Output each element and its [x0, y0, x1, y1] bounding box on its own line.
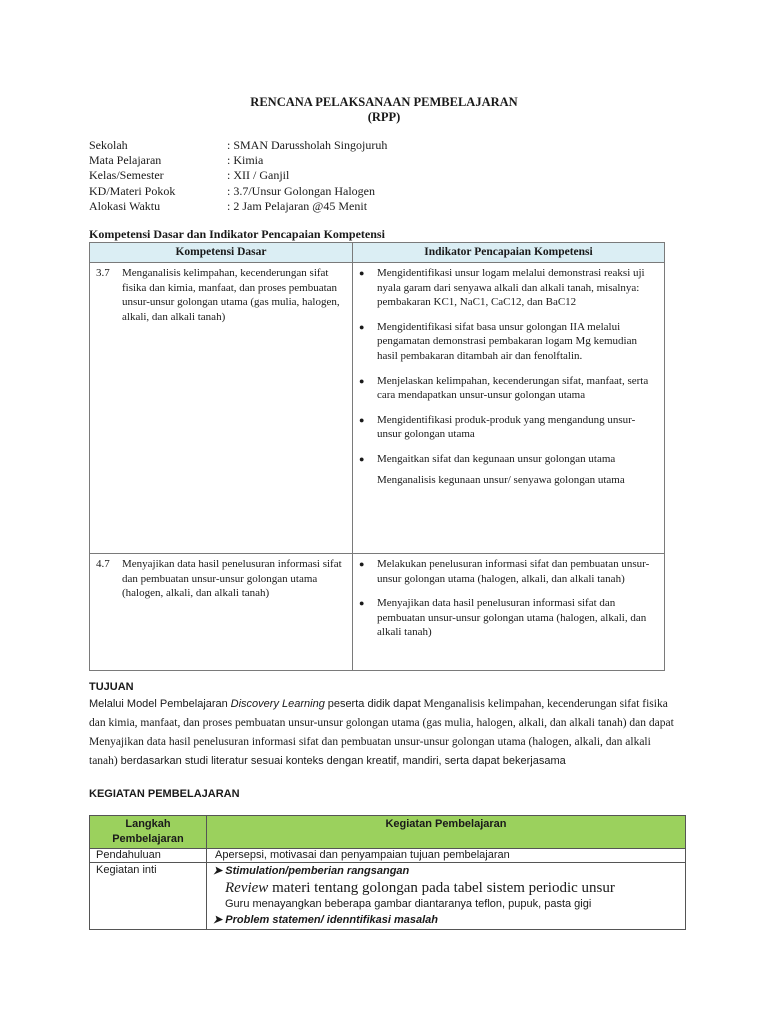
tujuan-paragraph	[89, 695, 677, 771]
kegiatan-heading: KEGIATAN PEMBELAJARAN	[89, 788, 240, 800]
step-cell: Kegiatan inti	[90, 863, 207, 930]
bullet-icon: ●	[359, 559, 365, 569]
indikator-col-header: Indikator Pencapaian Kompetensi	[353, 243, 665, 263]
content-cell: Apersepsi, motivasai dan penyampaian tujuan pembelajaran	[207, 849, 686, 863]
review-text: materi tentang golongan pada tabel sistem periodic unsur	[272, 880, 615, 896]
list-item	[359, 596, 658, 640]
indicator-text: Mengidentifikasi sifat basa unsur golongan IIA melalui pengamatan demonstrasi pembakaran logam Mg kemudian hasil pembakaran ditambah air dan fenolftalin.	[377, 320, 637, 362]
info-value-alokasi: : 2 Jam Pelajaran @45 Menit	[227, 199, 368, 213]
document-subtitle: (RPP)	[367, 110, 401, 124]
list-item	[359, 557, 658, 586]
kd-cell	[90, 263, 353, 554]
langkah-col-header: Langkah Pembelajaran	[90, 816, 207, 849]
info-label-alokasi: Alokasi Waktu	[89, 199, 161, 213]
bullet-icon: ●	[359, 268, 365, 278]
kd-number: 3.7	[96, 267, 110, 279]
document-title: RENCANA PELAKSANAAN PEMBELAJARAN	[250, 95, 518, 109]
arrow-bullet-icon: ➤	[213, 865, 226, 877]
table-row	[90, 263, 665, 554]
bullet-icon: ●	[359, 321, 365, 332]
kd-text: Menyajikan data hasil penelusuran informasi sifat dan pembuatan unsur-unsur golongan utama (halogen, alkali, dan alkali tanah)	[122, 558, 342, 600]
list-item	[359, 413, 658, 442]
indikator-cell	[353, 263, 665, 554]
list-item	[359, 374, 658, 403]
tujuan-text-1: Melalui Model Pembelajaran	[89, 698, 228, 710]
arrow-bullet-icon: ➤	[213, 914, 226, 926]
indicator-text: Mengaitkan sifat dan kegunaan unsur golongan utama	[377, 452, 616, 465]
tujuan-text-3: Menganalisis kelimpahan, kecenderungan sifat fisika dan kimia, manfaat, dan proses pembuatan unsur-unsur golongan utama (gas mulia, halogen, alkali, dan alkali tanah) dan dapat Menyajikan data hasil penelusuran informasi sifat dan pembuatan unsur-unsur golongan utama (halogen, alkali, dan alkali tanah)	[89, 698, 674, 767]
bullet-icon: ●	[359, 453, 365, 464]
indicator-text: Menyajikan data hasil penelusuran informasi sifat dan pembuatan unsur-unsur golongan utama (halogen, alkali, dan alkali tanah)	[377, 597, 647, 639]
step-cell: Pendahuluan	[90, 849, 207, 863]
info-value-kd: : 3.7/Unsur Golongan Halogen	[227, 184, 375, 198]
table-row	[90, 816, 686, 849]
table-row	[90, 554, 665, 671]
kd-col-header: Kompetensi Dasar	[90, 243, 353, 263]
info-label-sekolah: Sekolah	[89, 138, 128, 152]
kd-table	[89, 242, 665, 671]
list-item	[359, 320, 658, 364]
indicator-text: Melakukan penelusuran informasi sifat dan pembuatan unsur-unsur golongan utama (halogen, alkali, dan alkali tanah)	[377, 558, 650, 585]
list-item	[359, 452, 658, 467]
step-label: Problem statemen/ idenntifikasi masalah	[225, 914, 439, 926]
info-label-kd: KD/Materi Pokok	[89, 184, 176, 198]
kd-text: Menganalisis kelimpahan, kecenderungan sifat fisika dan kimia, manfaat, dan proses pembuatan unsur-unsur golongan utama (gas mulia, halogen, alkali, dan alkali tanah)	[122, 267, 340, 323]
review-italic: Review	[225, 880, 269, 896]
kd-cell	[90, 554, 353, 671]
info-label-kelas: Kelas/Semester	[89, 168, 164, 182]
kd-number: 4.7	[96, 558, 110, 570]
info-label-mapel: Mata Pelajaran	[89, 153, 162, 167]
list-item	[359, 266, 658, 310]
kd-section-heading: Kompetensi Dasar dan Indikator Pencapaian Kompetensi	[89, 227, 385, 241]
bullet-icon: ●	[359, 414, 365, 425]
content-cell	[207, 863, 686, 930]
content-line: Guru menayangkan beberapa gambar diantaranya teflon, pupuk, pasta gigi	[225, 898, 592, 910]
bullet-icon: ●	[359, 375, 365, 386]
review-line	[213, 879, 685, 897]
tujuan-heading: TUJUAN	[89, 681, 134, 693]
list-item	[213, 863, 685, 879]
indicator-text: Mengidentifikasi unsur logam melalui demonstrasi reaksi uji nyala garam dari senyawa alkali dan alkali tanah, misalnya: pembakaran KC1, NaC1, CaC12, dan BaC12	[377, 267, 645, 309]
table-row	[90, 849, 686, 863]
bullet-icon: ●	[359, 598, 365, 609]
info-value-sekolah: : SMAN Darussholah Singojuruh	[227, 138, 388, 152]
info-value-kelas: : XII / Ganjil	[227, 168, 290, 182]
tujuan-model-italic: Discovery Learning	[230, 698, 325, 710]
kegiatan-table	[89, 815, 686, 930]
info-value-mapel: : Kimia	[227, 153, 264, 167]
indicator-text: Menjelaskan kelimpahan, kecenderungan sifat, manfaat, serta cara mendapatkan unsur-unsur golongan utama	[377, 374, 649, 402]
step-label: Stimulation/pemberian rangsangan	[225, 865, 410, 877]
indicator-text: Mengidentifikasi produk-produk yang mengandung unsur-unsur golongan utama	[377, 413, 636, 441]
indikator-cell	[353, 554, 665, 671]
kegiatan-col-header: Kegiatan Pembelajaran	[207, 816, 686, 849]
table-row	[90, 863, 686, 930]
indicator-extra: Menganalisis kegunaan unsur/ senyawa golongan utama	[377, 473, 625, 486]
list-item	[213, 912, 685, 928]
tujuan-text-4: berdasarkan studi literatur sesuai konteks dengan kreatif, mandiri, serta dapat bekerjasama	[120, 755, 566, 767]
tujuan-text-2: peserta didik dapat	[327, 698, 421, 710]
